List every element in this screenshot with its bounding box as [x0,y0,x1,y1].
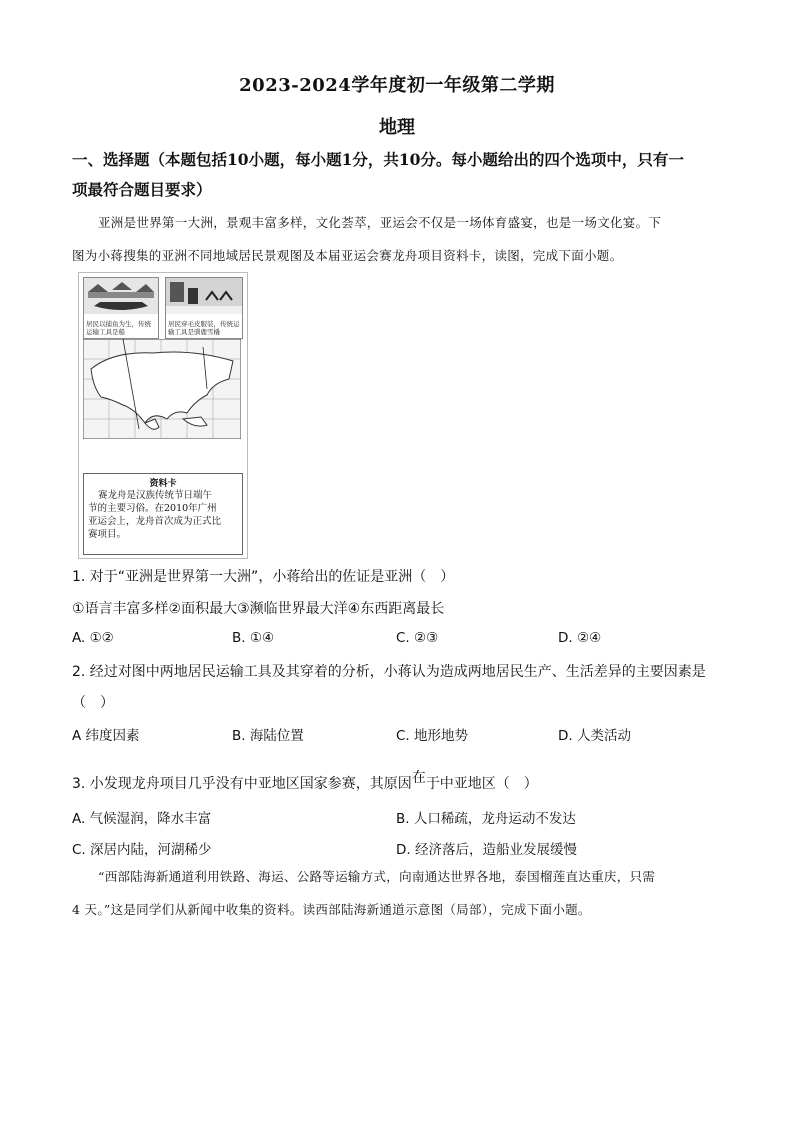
q1-option-d: D. ②④ [558,630,602,646]
q3-stem-part1: 3. 小发现龙舟项目几乎没有中亚地区国家参赛，其原因 [72,776,412,792]
map-ticks [83,441,241,447]
fishing-village-photo [83,277,159,339]
intro-paragraph-2 [72,860,728,926]
q2-option-d: D. 人类活动 [558,728,631,744]
q3-option-c: C. 深居内陆，河湖稀少 [72,842,212,858]
q2-paren: （ ） [72,695,114,711]
section-heading-line2: 项最符合题目要求） [72,180,212,199]
intro2-line2: 4 天。”这是同学们从新闻中收集的资料。读西部陆海新通道示意图（局部），完成下面小题。 [72,902,591,917]
q2-option-b: B. 海陆位置 [232,728,304,744]
boat-photo-image [84,278,158,314]
asia-map [83,339,241,439]
q3-stem-raised: 在 [411,770,426,786]
intro2-line1: “西部陆海新通道利用铁路、海运、公路等运输方式，向南通达世界各地，泰国榴莲直达重庆，只需 [98,869,656,884]
sled-photo-caption: 居民穿毛皮服装，传统运输工具是驯鹿雪橇 [168,320,240,336]
q2-option-a: A 纬度因素 [72,728,140,744]
fishing-photo-caption: 居民以捕鱼为生，传统运输工具是船 [86,320,151,336]
asia-figure [78,272,248,559]
q2-stem: 2. 经过对图中两地居民运输工具及其穿着的分析，小蒋认为造成两地居民生产、生活差异的主要因素是 [72,664,706,680]
info-card [83,473,243,555]
q3-stem-part2: 于中亚地区（ ） [425,776,538,792]
intro-paragraph-1 [72,206,728,272]
subject-title: 地理 [379,117,415,138]
q1-option-a: A. ①② [72,630,114,646]
q3-option-d: D. 经济落后，造船业发展缓慢 [396,842,577,858]
section-heading [72,145,732,205]
section-heading-line1: 一、选择题（本题包括10小题，每小题1分，共10分。每小题给出的四个选项中，只有一 [72,150,684,169]
q3-option-b: B. 人口稀疏，龙舟运动不发达 [396,811,576,827]
info-card-line1: 赛龙舟是汉族传统节日端午 [98,490,213,501]
reindeer-sled-photo [165,277,243,339]
info-card-line4: 赛项目。 [88,529,127,540]
q3-option-a: A. 气候湿润，降水丰富 [72,811,212,827]
q1-option-b: B. ①④ [232,630,275,646]
q3-stem [72,770,538,793]
q2-option-c: C. 地形地势 [396,728,469,744]
q1-option-c: C. ②③ [396,630,439,646]
info-card-title: 资料卡 [149,479,177,489]
q1-stem: 1. 对于“亚洲是世界第一大洲”，小蒋给出的佐证是亚洲（ ） [72,569,455,585]
q1-statements: ①语言丰富多样②面积最大③濒临世界最大洋④东西距离最长 [72,601,445,617]
intro1-line1: 亚洲是世界第一大洲，景观丰富多样，文化荟萃，亚运会不仅是一场体育盛宴，也是一场文化宴。下 [98,215,662,230]
page-title: 2023-2024学年度初一年级第二学期 [239,75,555,96]
info-card-line3: 亚运会上，龙舟首次成为正式比 [88,516,222,527]
intro1-line2: 图为小蒋搜集的亚洲不同地域居民景观图及本届亚运会赛龙舟项目资料卡，读图，完成下面小题。 [72,248,623,263]
sled-photo-image [166,278,242,314]
info-card-line2: 节的主要习俗。在2010年广州 [88,503,217,514]
